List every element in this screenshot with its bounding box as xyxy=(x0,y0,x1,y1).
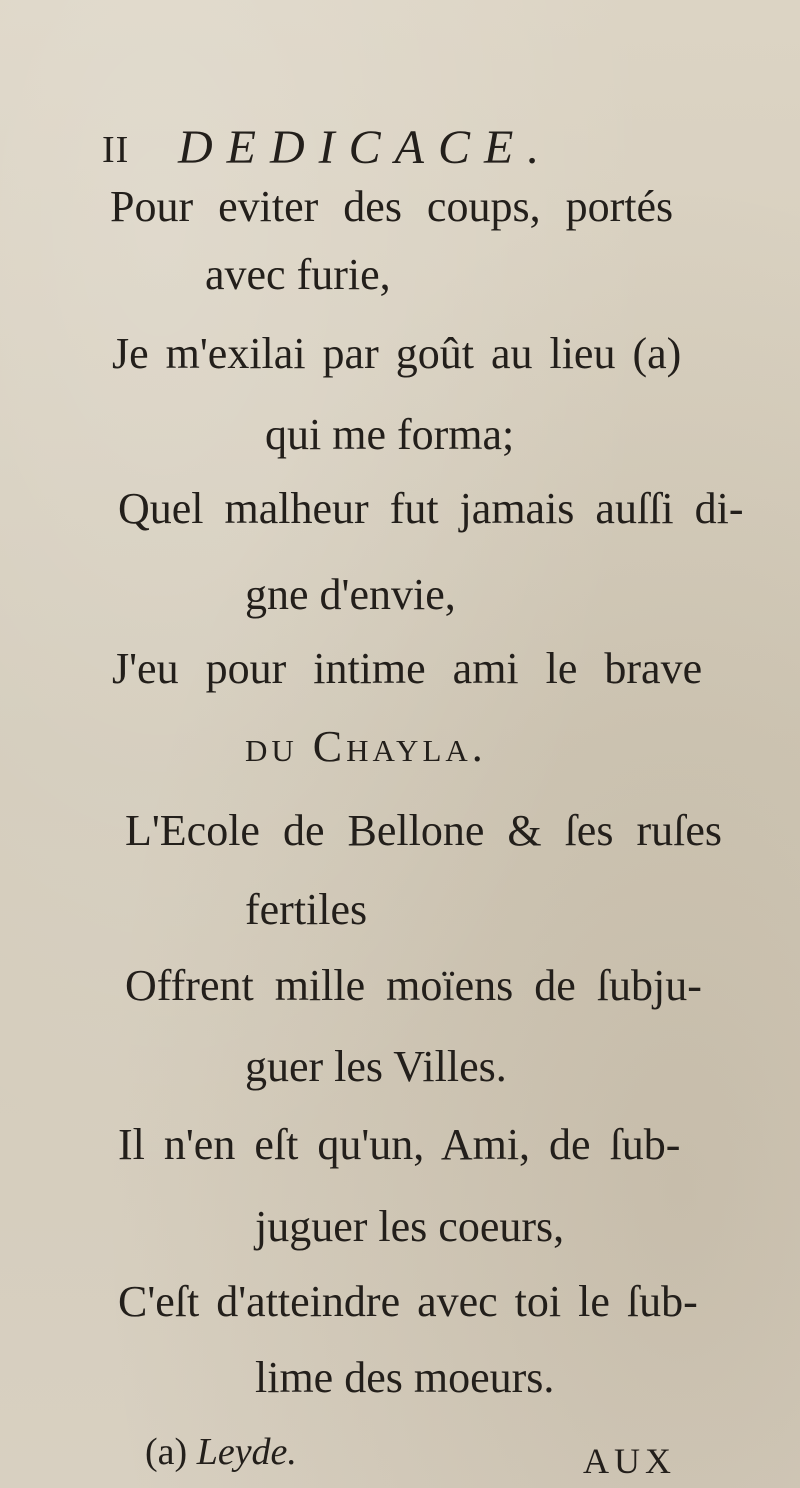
verse-line: guer les Villes. xyxy=(245,1042,507,1091)
verse-line: Quel malheur fut jamais auſſi di- xyxy=(118,484,744,533)
footnote-text: Leyde. xyxy=(196,1431,297,1473)
footnote xyxy=(145,1430,297,1474)
verse-line: avec furie, xyxy=(205,250,391,299)
verse-line: Pour eviter des coups, portés xyxy=(110,182,674,231)
catchword: AUX xyxy=(583,1441,676,1481)
verse-line: L'Ecole de Bellone & ſes ruſes xyxy=(125,806,722,855)
running-title: DEDICACE. xyxy=(178,121,554,174)
verse-line: fertiles xyxy=(245,885,368,934)
verse-line: juguer les coeurs, xyxy=(255,1202,565,1251)
verse-line: du Chayla. xyxy=(245,722,487,771)
verse-line: qui me forma; xyxy=(265,410,515,459)
verse-line: J'eu pour intime ami le brave xyxy=(112,644,703,693)
page-number: II xyxy=(102,129,130,171)
verse-line: Il n'en eſt qu'un, Ami, de ſub- xyxy=(118,1120,681,1169)
page-header xyxy=(102,120,722,180)
verse-line: Offrent mille moïens de ſubju- xyxy=(125,961,702,1010)
footnote-marker: (a) xyxy=(145,1431,188,1473)
verse-line: C'eſt d'atteindre avec toi le ſub- xyxy=(118,1277,698,1326)
verse-line: lime des moeurs. xyxy=(255,1353,555,1402)
verse-line: gne d'envie, xyxy=(245,570,456,619)
verse-line: Je m'exilai par goût au lieu (a) xyxy=(112,329,682,378)
